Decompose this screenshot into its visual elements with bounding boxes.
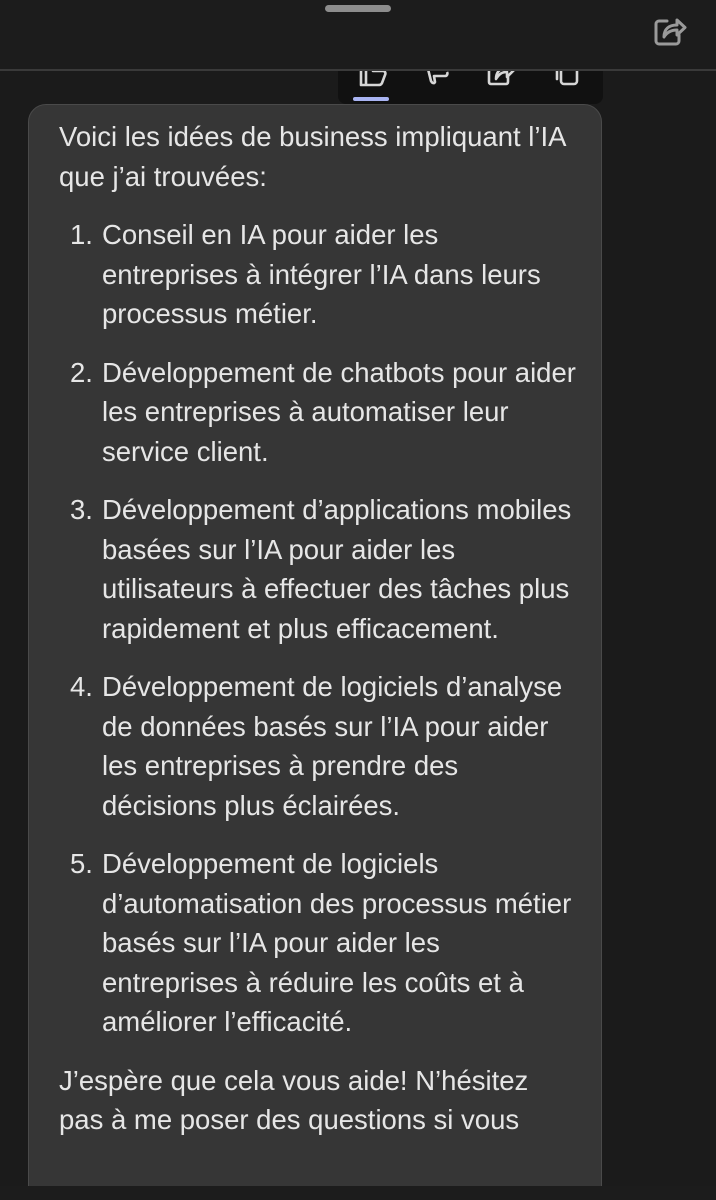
list-item-text: Développement de logiciels d’analyse de données basés sur l’IA pour aider les entreprises à prendre des décisions plus éclairées.: [102, 671, 563, 821]
list-item-text: Développement de logiciels d’automatisation des processus métier basés sur l’IA pour aider les entreprises à réduire les coûts et à améliorer l’efficacité.: [102, 848, 572, 1037]
selected-tab-indicator: [353, 97, 389, 101]
list-item-number: 1.: [70, 219, 93, 250]
list-item: [59, 215, 579, 334]
list-item: [59, 844, 579, 1042]
list-item-number: 4.: [70, 671, 93, 702]
list-item-text: Conseil en IA pour aider les entreprises à intégrer l’IA dans leurs processus métier.: [102, 219, 541, 329]
list-item: [59, 353, 579, 472]
thumbs-up-icon[interactable]: [358, 71, 388, 87]
list-item-number: 5.: [70, 848, 93, 879]
thumbs-down-icon[interactable]: [421, 71, 451, 87]
list-item-number: 2.: [70, 356, 93, 388]
list-item-text: Développement de chatbots pour aider les entreprises à automatiser leur service client.: [102, 356, 576, 467]
share-icon[interactable]: [485, 71, 515, 87]
copy-icon[interactable]: [552, 71, 582, 87]
ideas-list: [59, 215, 579, 1042]
share-icon[interactable]: [650, 12, 688, 50]
message-content: [59, 117, 579, 1140]
message-intro: Voici les idées de business impliquant l’IA que j’ai trouvées:: [59, 121, 565, 192]
message-outro: J’espère que cela vous aide! N’hésitez pas à me poser des questions si vous: [59, 1064, 529, 1135]
list-item-text: Développement d’applications mobiles basées sur l’IA pour aider les utilisateurs à effectuer des tâches plus rapidement et plus efficacement.: [102, 494, 572, 644]
message-action-toolbar: [338, 71, 603, 104]
list-item-number: 3.: [70, 494, 93, 525]
list-item: [59, 667, 579, 825]
drag-handle[interactable]: [325, 5, 391, 12]
top-bar: [0, 0, 716, 71]
list-item: [59, 490, 579, 648]
bottom-edge: [0, 1186, 716, 1200]
